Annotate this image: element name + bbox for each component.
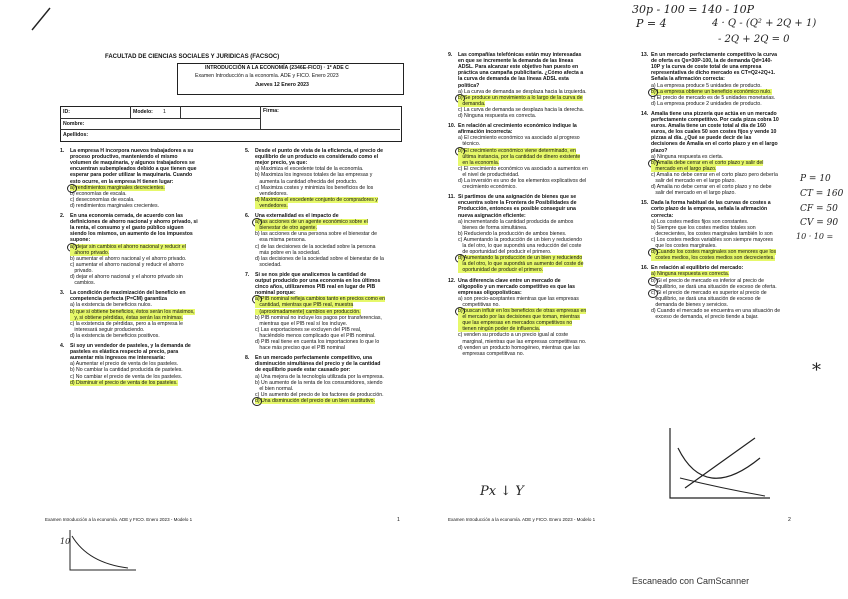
question-text-line: La condición de maximización del beneficio en <box>70 290 186 297</box>
id-label: ID: <box>63 109 70 115</box>
question-number: 14. <box>641 110 649 117</box>
question-number: 13. <box>641 52 649 58</box>
answer-option: c) Maximiza costes y minimiza los beneficios de los <box>255 184 374 191</box>
question-number: 4. <box>60 343 65 349</box>
handwritten-note-cf: CF = 50 <box>800 204 838 214</box>
exam-date: Jueves 12 Enero 2023 <box>255 82 309 88</box>
question-text-line: correcta: <box>651 212 674 219</box>
answer-option: d) las decisiones de la sociedad sobre el bienestar de la <box>255 255 384 262</box>
question-number: 6. <box>245 213 250 219</box>
hand-drawn-cost-graph <box>660 418 780 508</box>
answer-option: d) PIB real tiene en cuenta los importaciones lo que lo <box>255 339 380 345</box>
answer-option: y, si obtiene pérdidas, éstas serán las mínimas. <box>70 314 184 321</box>
answer-option: esa misma persona. <box>255 237 307 244</box>
answer-option: aumenta la cantidad ofrecida del producto. <box>255 178 358 185</box>
answer-option: decrecientes, los costes marginales también lo son <box>651 230 773 237</box>
question-text-line: Dada la forma habitual de las curvas de costes a <box>651 200 771 207</box>
handwritten-note-ct: CT = 160 <box>800 189 844 199</box>
question-text-line: competencia perfecta (P=CM) garantiza <box>70 296 168 303</box>
question-text-line: proceso productivo, manteniendo el mismo <box>70 154 178 161</box>
answer-option: en la economía. <box>458 159 500 166</box>
question-text-line: perfectamente competitivo. Por cada pizza cobra 10 <box>651 117 779 123</box>
answer-option: d) La inversión es uno de los elementos explicativos del <box>458 178 587 184</box>
answer-option: c) No cambiar el precio de venta de los pasteles. <box>70 373 183 380</box>
answer-option: la del otro, lo que supondrá una reducción del coste <box>458 243 582 249</box>
question-text-line: euros, de los cuales 50 son costes fijos y vende 10 <box>651 129 777 136</box>
question-text-line: En una economía cerrada, de acuerdo con las <box>70 213 184 219</box>
questions-column-middle <box>245 148 420 508</box>
answer-option: d) Una disminución del precio de un bien sustitutivo. <box>255 397 375 404</box>
scanner-watermark: Escaneado con CamScanner <box>632 576 750 586</box>
answer-option: competitivas no. <box>458 301 500 308</box>
answer-option: a) La curva de demanda se desplaza hacia la izquierda. <box>458 88 587 95</box>
question-text-line: Una externalidad es el impacto de <box>255 213 339 219</box>
answer-option: d) venden un producto homogéneo, mientras que las <box>458 344 580 351</box>
question-text-line: esto ocurre, en la empresa H tienen lugar: <box>70 178 174 185</box>
question-text-line: Producción, entonces es posible conseguir una <box>458 206 576 213</box>
answer-option: marginal, mientras que las empresas competitivas no. <box>458 338 587 345</box>
answer-option: el bien normal. <box>255 385 294 392</box>
answer-option: b) Maximiza los ingresos totales de las empresas y <box>255 172 373 179</box>
answer-option: la del otro, lo que supondrá un aumento del coste de <box>458 261 584 268</box>
answer-option: c) la existencia de pérdidas, pero a la empresa le <box>70 320 184 327</box>
answer-option: oportunidad de producir el primero. <box>458 267 544 274</box>
answer-option: b) Se produce un movimiento a lo largo de la curva de <box>458 94 583 101</box>
question-text-line: pasteles es elástica respecto al precio, para <box>70 349 179 356</box>
handwritten-equation-4: - 2Q + 2Q = 0 <box>718 34 790 45</box>
answer-option: d) Aumentando la producción de un bien y reduciendo <box>458 255 583 262</box>
answer-option: b) El crecimiento económico viene determinado, en <box>458 147 576 154</box>
answer-option: a) las acciones de un agente económico sobre el <box>255 219 368 226</box>
answer-option: salir del mercado en el largo plazo. <box>651 190 736 197</box>
answer-option: a) incrementando la cantidad producida de ambos <box>458 218 574 225</box>
answer-option: interesará seguir produciendo. <box>70 326 145 333</box>
answer-option: a) Una mejora de la tecnología utilizada por la empresa. <box>255 373 384 380</box>
answer-option: a) Aumentar el precio de venta de los pasteles. <box>70 361 179 368</box>
pen-stroke-mark <box>30 6 54 32</box>
answer-option: c) venden su producto a un precio igual al coste <box>458 332 569 339</box>
answer-option: hace más preciso que el PIB nominal <box>255 345 345 352</box>
handwritten-bottom-note: Px ↓ Y <box>480 484 524 499</box>
page-number-2: 2 <box>788 517 791 523</box>
question-text-line: siendo los mismos, un aumento de los impuestos <box>70 231 193 238</box>
answer-option: d) La empresa produce 2 unidades de producto. <box>651 100 762 107</box>
answer-option: demanda. <box>458 100 486 107</box>
question-text-line: práctica una campaña publicitaria. ¿Cómo afecta a <box>458 70 584 77</box>
answer-option: sociedad. <box>255 261 282 268</box>
question-number: 9. <box>448 52 453 58</box>
answer-option: bienes de forma simultánea. <box>458 224 528 231</box>
faculty-title: FACULTAD DE CIENCIAS SOCIALES Y JURIDICAS (FACSOC) <box>105 54 280 60</box>
question-text-line: política? <box>458 82 480 89</box>
answer-option: salir del mercado en el largo plazo. <box>651 178 736 184</box>
answer-option: c) El precio de mercado es de 5 unidades monetarias. <box>651 94 776 101</box>
question-text-line: 10P y la curva de coste total de una empresa <box>651 64 762 71</box>
answer-option: d) Cuando los costes marginales son menores que los <box>651 249 777 256</box>
question-text-line: de oferta es Qs=30P-100, la de demanda Qd=140- <box>651 58 773 65</box>
answer-option: privado. <box>70 267 93 274</box>
answer-option: a) Ninguna respuesta es correcta. <box>651 271 730 278</box>
question-text-line: volumen de maquinaria, y algunos trabajadores se <box>70 160 195 167</box>
surname-label: Apellidos: <box>63 132 89 138</box>
handwritten-axis-label: 10 <box>60 537 71 546</box>
question-text-line: Amalia tiene una pizzería que actúa en un mercado <box>651 110 777 117</box>
answer-option: vendedores. <box>255 190 288 197</box>
answer-option: a) dejar sin cambios el ahorro nacional y reducir el <box>70 243 186 250</box>
answer-option: a) rendimientos marginales decrecientes. <box>70 184 165 191</box>
answer-option: b) buscan influir en los beneficios de otras empresas en <box>458 308 587 314</box>
answer-option: técnico. <box>458 141 481 148</box>
question-text-line: aumentar mis ingresos me interesaría: <box>70 355 166 362</box>
answer-option: b) Un aumento de la renta de los consumidores, siendo <box>255 379 383 386</box>
question-text-line: Señala la afirmación correcta: <box>651 76 725 83</box>
questions-column-left <box>60 148 240 508</box>
question-number: 5. <box>245 148 250 154</box>
handwritten-equation-1: 30p - 100 = 140 - 10P <box>632 3 755 16</box>
answer-option: c) Los costes medios variables son siempre mayores <box>651 236 773 243</box>
question-text-line: empresas oligopolísticas: <box>458 289 522 296</box>
handwritten-equation-2: P = 4 <box>636 17 667 30</box>
answer-option: más pobre en la sociedad. <box>255 249 321 256</box>
question-number: 7. <box>245 271 250 278</box>
question-text-line: cinco años, utilizaremos PIB real en lugar de PIB <box>255 284 376 291</box>
answer-option: a) Maximiza el excedente total de la economía. <box>255 166 364 173</box>
answer-option: d) Cuando el mercado se encuentra en una situación de <box>651 308 781 314</box>
answer-option: cambios. <box>70 280 96 287</box>
answer-option: c) deseconomías de escala. <box>70 196 135 203</box>
answer-option: b) Siempre que los costes medios totales son <box>651 224 756 231</box>
answer-option: d) Ninguna respuesta es correcta. <box>458 113 537 119</box>
question-text-line: equilibrio de un producto es considerado como el <box>255 154 379 161</box>
answer-option: ahorro privado. <box>70 249 110 256</box>
answer-option: d) rendimientos marginales crecientes. <box>70 202 160 209</box>
hand-drawn-demand-sketch <box>68 528 138 573</box>
answer-option: b) las acciones de una persona sobre el bienestar de <box>255 231 377 238</box>
question-text-line: encuentran subempleados debido a que tienen que <box>70 166 197 173</box>
answer-option: c) aumentar el ahorro nacional y reducir el ahorro <box>70 261 184 268</box>
answer-option: c) Amalia no debe cerrar en el corto plazo pero debería <box>651 171 778 178</box>
question-text-line: plazo? <box>651 147 668 154</box>
question-text-line: Una diferencia clave entre un mercado de <box>458 277 561 284</box>
signature-label: Firma: <box>263 108 279 114</box>
question-text-line: Si se nos pide que analicemos la cantidad de <box>255 271 367 278</box>
question-text-line: pizzas al día. ¿Qué se puede decir de las <box>651 135 752 142</box>
answer-option: demanda de bienes y servicios. <box>651 301 728 308</box>
question-text-line: supone: <box>70 237 91 244</box>
model-value: 1 <box>163 109 166 115</box>
handwritten-note-cv: CV = 90 <box>800 218 839 228</box>
question-text-line: disminución simultánea del precio y de la cantidad <box>255 361 381 368</box>
answer-option: c) Si el precio de mercado es superior al precio de <box>651 289 767 296</box>
question-text-line: esperar para poder utilizar la maquinaria. Cuando <box>70 172 193 179</box>
model-label: Modelo: <box>133 109 153 115</box>
answer-option: a) Ninguna respuesta es cierta. <box>651 153 724 160</box>
answer-circle-mark <box>252 397 262 406</box>
answer-option: de oportunidad del producir el primero. <box>458 249 552 256</box>
answer-option: b) Si el precio de mercado es inferior al precio de <box>651 277 765 284</box>
answer-option: el nivel de productividad. <box>458 171 520 178</box>
answer-option: que los costes marginales. <box>651 243 717 249</box>
answer-option: equilibrio, se dará una situación de exceso de oferta. <box>651 283 777 290</box>
answer-option: cantidad, mientras que PIB real, muestra <box>255 302 354 309</box>
answer-option: c) El crecimiento económico va asociado a aumentos en <box>458 165 588 172</box>
answer-option: b) Reduciendo la producción de ambos bienes. <box>458 230 567 237</box>
question-text-line: representativa de dicho mercado es CT=Q2+2Q+1. <box>651 70 776 77</box>
answer-option: a) la existencia de beneficios nulos. <box>70 302 152 309</box>
question-text-line: Si soy un vendedor de pasteles, y la demanda de <box>70 343 191 349</box>
question-number: 3. <box>60 290 65 297</box>
answer-option: b) aumentar el ahorro nacional y el ahorro privado. <box>70 255 187 262</box>
question-number: 12. <box>448 277 456 284</box>
answer-option: (aproximadamente) cambios en producción. <box>255 308 361 315</box>
handwritten-star: * <box>812 360 821 381</box>
question-number: 15. <box>641 200 649 207</box>
question-number: 10. <box>448 123 456 130</box>
answer-option: b) Amalia debe cerrar en el corto plazo y salir del <box>651 159 764 166</box>
question-text-line: definiciones de ahorro nacional y ahorro privado, si <box>70 219 198 226</box>
answer-option: d) Disminuir el precio de venta de los pasteles. <box>70 379 178 386</box>
handwritten-note-calc: 10 · 10 = <box>796 232 834 241</box>
question-text-line: la curva de demanda de las líneas ADSL esta <box>458 76 569 83</box>
answer-option: última instancia, por la cantidad de dinero existente <box>458 153 581 160</box>
question-text-line: Desde el punto de vista de la eficiencia, el precio de <box>255 148 384 154</box>
course-title: INTRODUCCIÓN A LA ECONOMÍA (2346E-FICO) · 1º ADE C <box>205 65 349 71</box>
answer-option: el mercado por las decisiones que toman, mientras <box>458 314 580 321</box>
exam-page-1 <box>45 40 415 540</box>
answer-option: vendedores. <box>255 202 288 209</box>
answer-option: b) No cambiar la cantidad producida de pasteles. <box>70 367 183 374</box>
answer-option: a) Los costes medios fijos son constantes. <box>651 218 749 225</box>
answer-option: b) que si obtiene beneficios, éstos serán los máximos, <box>70 308 195 315</box>
answer-option: b) economías de escala. <box>70 190 127 197</box>
question-text-line: Si partimos de una asignación de bienes que se <box>458 194 577 201</box>
answer-option: b) PIB nominal no incluye los pagos por transferencias, <box>255 314 382 321</box>
answer-option: costes medios, los costes medios son decrecientes. <box>651 255 775 262</box>
answer-option: a) PIB nominal refleja cambios tanto en precios como en <box>255 296 386 303</box>
question-text-line: En un mercado perfectamente competitivo la curva <box>651 52 777 58</box>
answer-option: a) La empresa produce 5 unidades de producto. <box>651 82 762 89</box>
question-number: 2. <box>60 213 65 219</box>
question-text-line: La empresa H incorpora nuevos trabajadores a su <box>70 148 194 154</box>
answer-option: mercado en el largo plazo. <box>651 165 717 172</box>
question-text-line: En un mercado perfectamente competitivo, una <box>255 355 373 362</box>
student-form <box>60 106 402 142</box>
question-text-line: mejor precio, ya que: <box>255 160 308 167</box>
answer-option: b) La empresa obtiene un beneficio económico nulo. <box>651 88 772 95</box>
question-number: 1. <box>60 148 65 154</box>
answer-option: c) de las decisiones de la sociedad sobre la persona <box>255 243 376 250</box>
question-text-line: ADSL. Para alcanzar este objetivo han puesto en <box>458 64 579 71</box>
answer-option: equilibrio, se dará una situación de exceso de <box>651 295 761 302</box>
answer-option: bienestar de otro agente. <box>255 225 318 232</box>
answer-option: exceso de demanda, el precio tiende a bajar. <box>651 314 759 321</box>
answer-option: tienen ningún poder de influencia. <box>458 326 541 333</box>
answer-option: crecimiento económico. <box>458 184 517 191</box>
answer-option: a) El crecimiento económico va asociado al progreso <box>458 135 580 142</box>
answer-option: d) dejar el ahorro nacional y el ahorro privado sin <box>70 274 183 280</box>
question-text-line: output producido por una economía en los últimos <box>255 278 381 284</box>
handwritten-equation-3: 4 · Q - (Q² + 2Q + 1) <box>712 18 817 29</box>
question-text-line: Las compañías telefónicas están muy interesadas <box>458 52 582 58</box>
question-number: 16. <box>641 265 649 272</box>
footer-page-2: Examen Introducción a la economía. ADE y FICO. Enero 2023 - Modelo 1 <box>448 517 596 522</box>
answer-option: mientras que el PIB real sí los incluye. <box>255 320 348 327</box>
question-text-line: decisiones de Amalia en el corto plazo y en el largo <box>651 141 778 148</box>
question-number: 11. <box>448 194 455 201</box>
answer-option: c) Un aumento del precio de los factores de producción. <box>255 391 384 398</box>
answer-option: c) La curva de demanda se desplaza hacia la derecha. <box>458 106 585 113</box>
question-text-line: corto plazo de la empresa, señala la afirmación <box>651 206 768 213</box>
question-text-line: en que se incremente la demanda de las líneas <box>458 58 574 65</box>
answer-option: d) Amalia no debe cerrar en el corto plazo y no debe <box>651 184 772 191</box>
question-number: 8. <box>245 355 250 362</box>
questions-column-p2-left <box>448 52 638 492</box>
question-text-line: de equilibrio puede estar causado por: <box>255 367 351 374</box>
question-text-line: En relación al equilibrio del mercado: <box>651 265 744 272</box>
page-number-1: 1 <box>397 517 400 523</box>
question-text-line: afirmación incorrecta: <box>458 129 513 136</box>
answer-option: que las empresas en mercados competitivos no <box>458 320 573 327</box>
question-text-line: la renta, el consumo y el gasto público siguen <box>70 225 184 232</box>
question-text-line: nueva asignación eficiente: <box>458 212 526 219</box>
question-text-line: En relación al crecimiento económico indique la <box>458 123 577 130</box>
answer-option: haciéndolo menos complicado que el PIB nominal. <box>255 332 376 339</box>
question-text-line: oligopolio y un mercado competitivo es que las <box>458 283 576 290</box>
question-text-line: euros. Amalia tiene un coste total al día de 160 <box>651 123 766 130</box>
answer-option: empresas competitivas no. <box>458 350 525 357</box>
answer-option: c) Las exportaciones se excluyen del PIB real, <box>255 326 362 333</box>
question-text-line: nominal porque: <box>255 290 296 297</box>
exam-title: Examen Introducción a la economía. ADE y FICO. Enero 2023 <box>195 73 339 79</box>
question-text-line: encuentra sobre la Frontera de Posibilidades de <box>458 200 577 207</box>
answer-option: a) son precio-aceptantes mientras que las empresas <box>458 295 579 302</box>
name-label: Nombre: <box>63 121 85 127</box>
answer-option: d) Maximiza el excedente conjunto de compradores y <box>255 196 378 203</box>
answer-option: d) la existencia de beneficios positivos. <box>70 332 160 339</box>
handwritten-note-p: P = 10 <box>800 174 831 184</box>
answer-option: c) Aumentando la producción de un bien y reduciendo <box>458 236 583 243</box>
footer-page-1: Examen Introducción a la economía. ADE y FICO. Enero 2023 - Modelo 1 <box>45 517 193 522</box>
